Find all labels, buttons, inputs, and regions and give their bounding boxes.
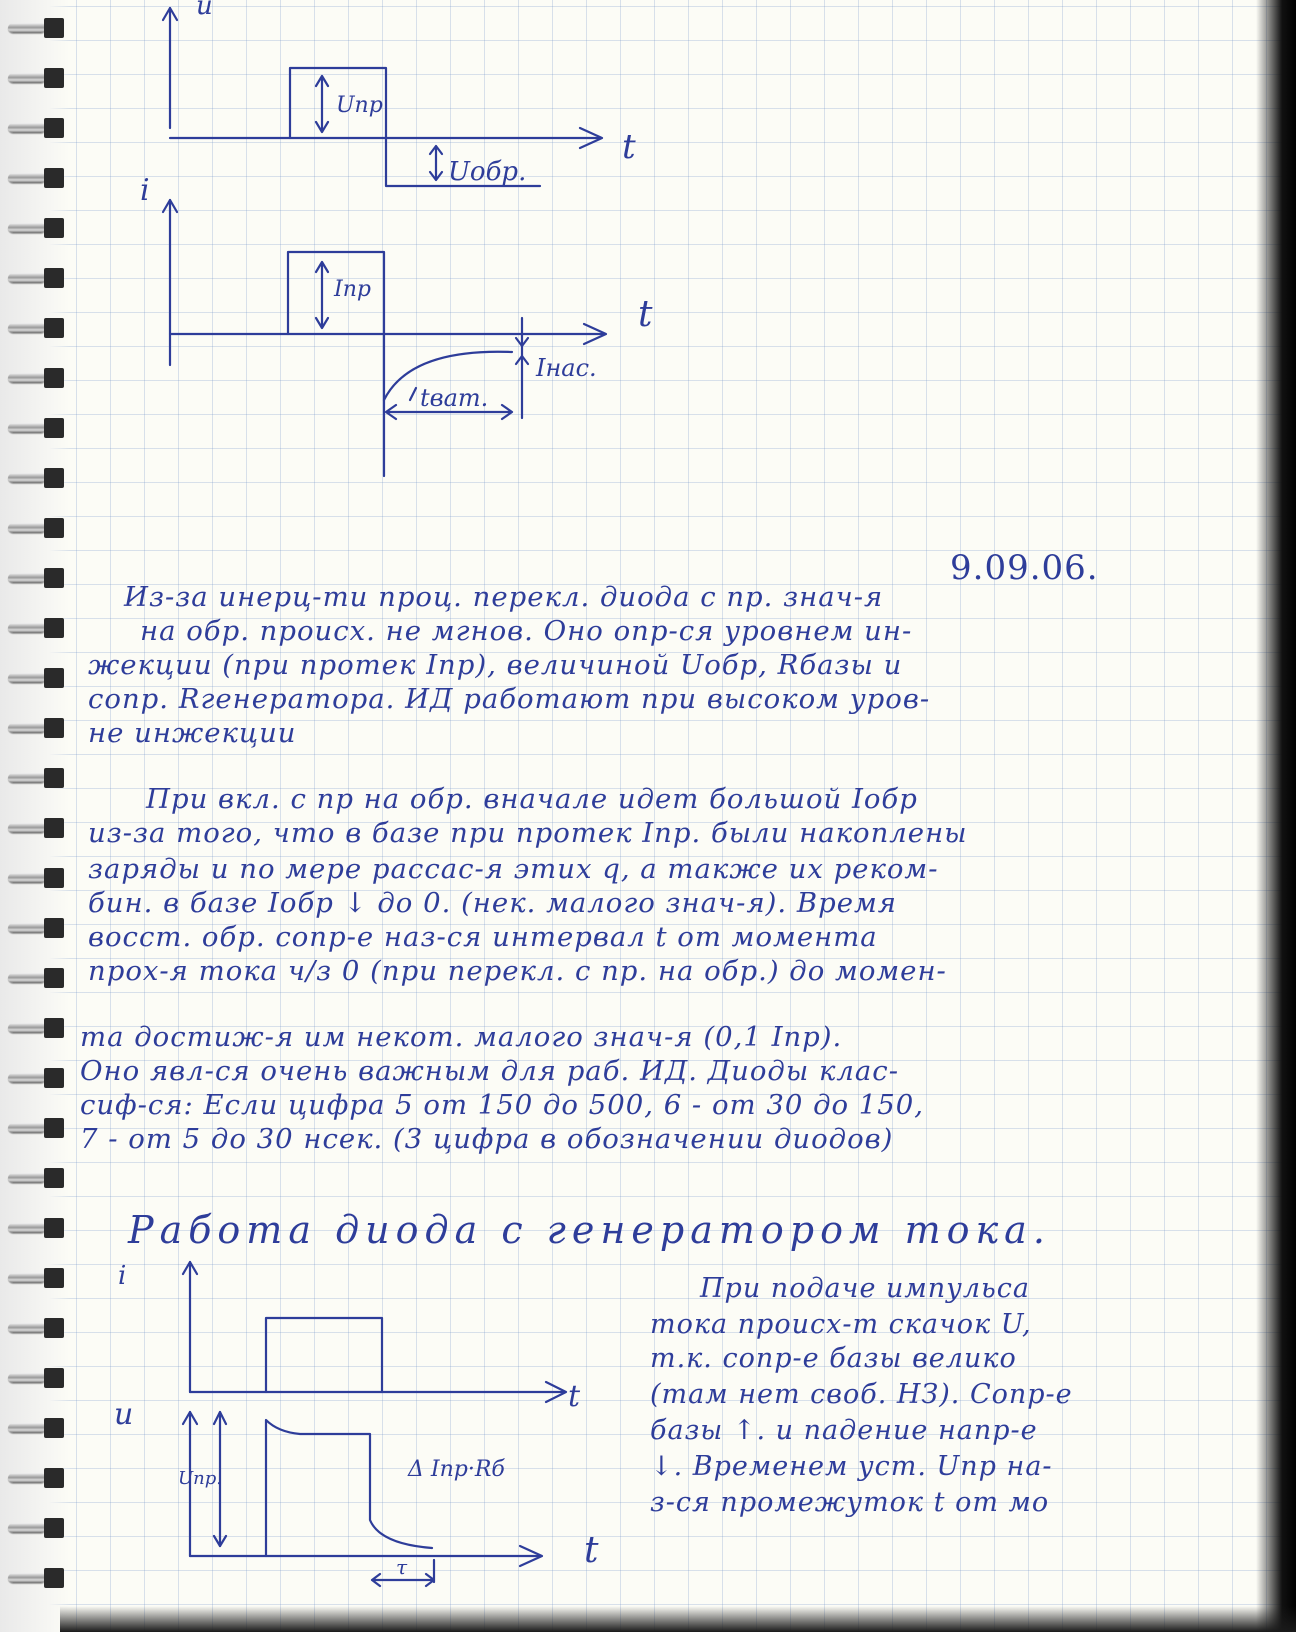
- current-diagram: [140, 173, 653, 476]
- side-note-line-6: ↓. Временем уст. Uпр на-: [650, 1451, 1053, 1482]
- paragraph-line-10: восст. обр. сопр-е наз-ся интервал t от момента: [88, 921, 878, 953]
- generator-forward-voltage-label: Uпр.: [178, 1468, 223, 1489]
- side-note-line-1: При подаче импульса: [700, 1273, 1030, 1304]
- reverse-voltage-label: Uобр.: [448, 157, 527, 187]
- paragraph-line-15: 7 - от 5 до 30 нсек. (3 цифра в обозначении диодов): [80, 1123, 894, 1155]
- date-note: 9.09.06.: [950, 548, 1099, 588]
- paragraph-line-5: не инжекции: [88, 717, 297, 749]
- voltage-response-curve: [266, 1420, 432, 1556]
- generator-time-label-lower: t: [584, 1530, 599, 1571]
- forward-voltage-label: Uпр: [336, 93, 383, 118]
- paragraph-line-8: заряды и по мере рассас-я этих q, а также их реком-: [88, 853, 939, 885]
- generator-voltage-axis-label: u: [114, 1397, 134, 1432]
- recovery-time-label: tват.: [420, 384, 489, 412]
- paragraph-line-1: Из-за инерц-ти проц. перекл. диода с пр. знач-я: [124, 581, 884, 613]
- paragraph-line-14: сиф-ся: Если цифра 5 от 150 до 500, 6 - от 30 до 150,: [80, 1089, 925, 1121]
- time-axis-2-label: t: [638, 294, 653, 335]
- forward-voltage-marker: [316, 76, 328, 132]
- drop-label: Δ Iпр·Rб: [408, 1457, 505, 1482]
- paragraph-line-12: та достиж-я им некот. малого знач-я (0,1 Iпр).: [80, 1021, 843, 1053]
- side-note-line-3: т.к. сопр-е базы велико: [650, 1343, 1017, 1374]
- reverse-voltage-marker: [430, 146, 442, 180]
- recovery-tick: [410, 388, 416, 400]
- paragraph-line-4: сопр. Rгенератора. ИД работают при высоком уров-: [88, 683, 931, 715]
- forward-current-label: Iпр: [334, 277, 371, 302]
- time-axis-1-label: t: [622, 127, 636, 167]
- current-axis-label: i: [140, 173, 150, 208]
- paragraph-line-6: При вкл. с пр на обр. вначале идет большой Iобр: [146, 783, 918, 815]
- paragraph-line-3: жекции (при протек Iпр), величиной Uобр, Rбазы и: [88, 649, 903, 681]
- paragraph-line-9: бин. в базе Iобр ↓ до 0. (нек. малого знач-я). Время: [88, 887, 897, 919]
- interval-label: τ: [396, 1555, 408, 1579]
- side-note-line-4: (там нет своб. НЗ). Сопр-е: [650, 1379, 1073, 1410]
- current-generator-pulse: [266, 1318, 382, 1392]
- forward-current-marker: [316, 262, 328, 328]
- paragraph-line-13: Оно явл-ся очень важным для раб. ИД. Диоды клас-: [80, 1055, 899, 1087]
- generator-diagram: [114, 1261, 599, 1586]
- paragraph-line-11: прох-я тока ч/з 0 (при перекл. с пр. на обр.) до момен-: [88, 955, 947, 987]
- side-note-line-7: з-ся промежуток t от мо: [650, 1487, 1050, 1518]
- generator-current-axis-label: i: [118, 1261, 127, 1291]
- saturation-label: Iнас.: [536, 354, 597, 382]
- generator-time-label-upper: t: [568, 1379, 581, 1414]
- section-heading: Работа диода с генератором тока.: [128, 1208, 1051, 1252]
- voltage-axis-label: u: [196, 0, 213, 21]
- voltage-diagram: [163, 0, 636, 187]
- side-note-line-2: тока происх-т скачок U,: [650, 1309, 1032, 1340]
- side-note-line-5: базы ↑. и падение напр-е: [650, 1415, 1038, 1446]
- paragraph-line-2: на обр. происх. не мгнов. Оно опр-ся уровнем ин-: [140, 615, 913, 647]
- paragraph-line-7: из-за того, что в базе при протек Iпр. были накоплены: [88, 817, 968, 849]
